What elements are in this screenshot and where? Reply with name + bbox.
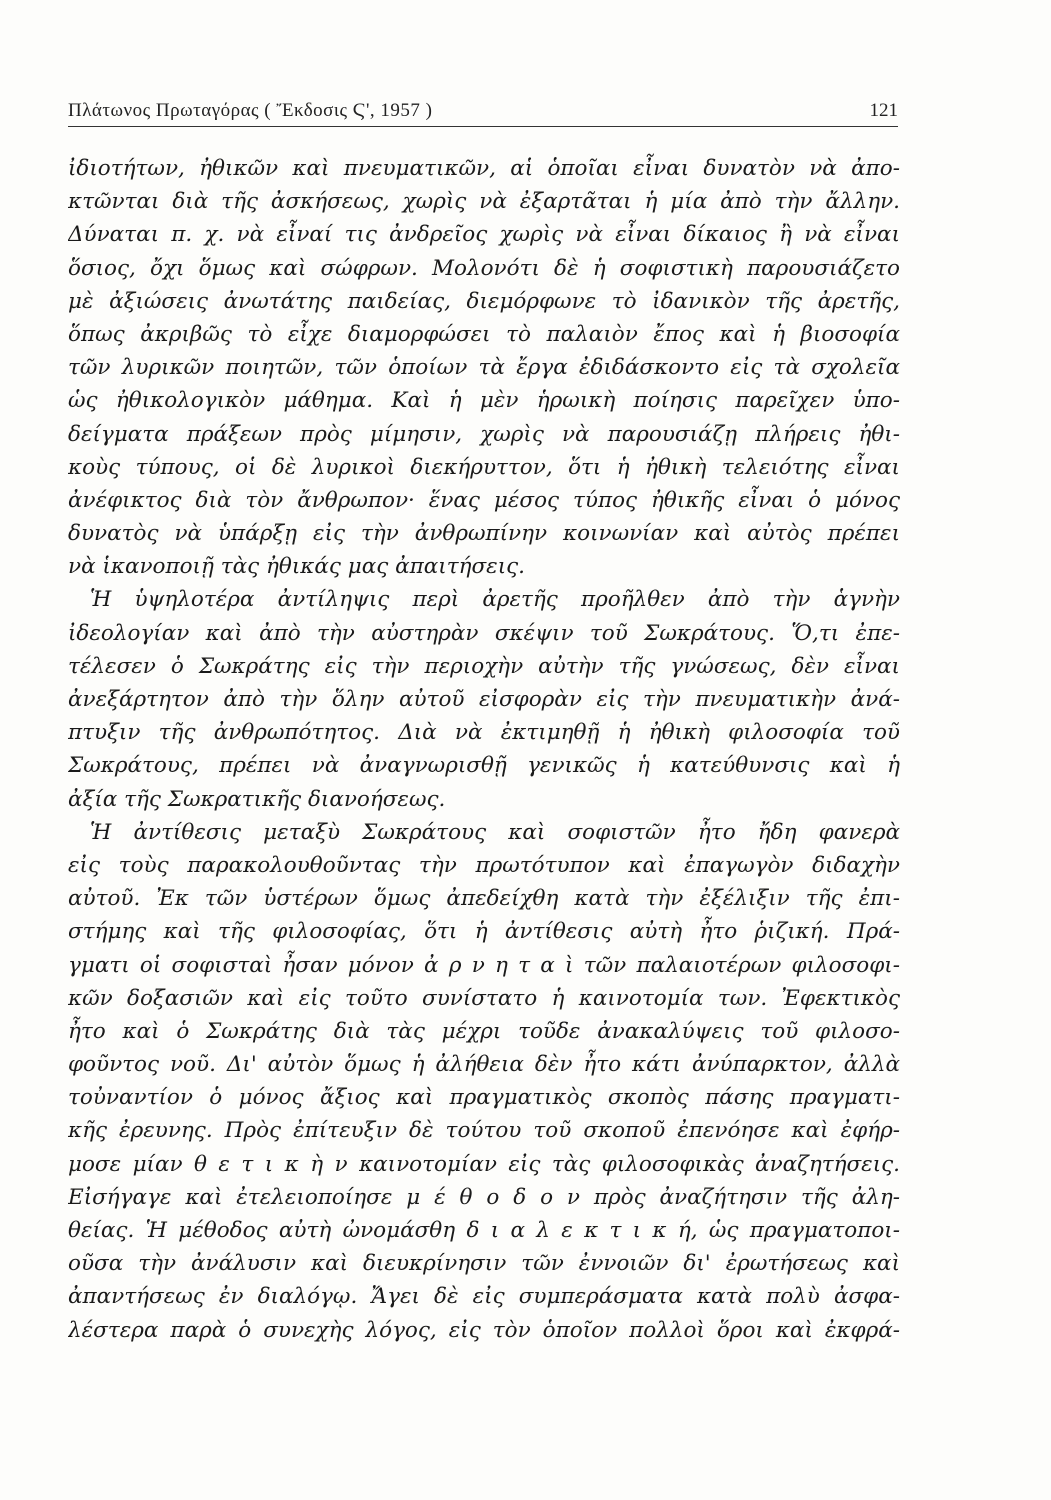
text-line: ἀνέφικτος διὰ τὸν ἄνθρωπον· ἕνας μέσος τύπος ἠθικῆς εἶναι ὁ μόνος	[68, 487, 900, 513]
text-line: δείγματα πράξεων πρὸς μίμησιν, χωρὶς νὰ παρουσιάζῃ πλήρεις ἠθι-	[68, 421, 900, 447]
page-number: 121	[869, 100, 898, 121]
running-header	[68, 100, 898, 127]
text-line: ἀπαντήσεως ἐν διαλόγῳ. Ἄγει δὲ εἰς συμπεράσματα κατὰ πολὺ ἀσφα-	[68, 1284, 900, 1310]
text-line: νὰ ἱκανοποιῇ τὰς ἠθικάς μας ἀπαιτήσεις.	[68, 554, 526, 580]
text-line: τέλεσεν ὁ Σωκράτης εἰς τὴν περιοχὴν αὐτὴν τῆς γνώσεως, δὲν εἶναι	[68, 653, 900, 679]
running-header-title: Πλάτωνος Πρωταγόρας ( Ἔκδοσις Ϛ', 1957 )	[68, 100, 433, 121]
text-line: οῦσα τὴν ἀνάλυσιν καὶ διευκρίνησιν τῶν ἐννοιῶν δι' ἐρωτήσεως καὶ	[68, 1251, 900, 1277]
text-line: ἦτο καὶ ὁ Σωκράτης διὰ τὰς μέχρι τοῦδε ἀνακαλύψεις τοῦ φιλοσο-	[68, 1018, 900, 1044]
text-line: μοσε μίαν θ ε τ ι κ ὴ ν καινοτομίαν εἰς τὰς φιλοσοφικὰς ἀναζητήσεις.	[68, 1151, 900, 1177]
text-line: δυνατὸς νὰ ὑπάρξῃ εἰς τὴν ἀνθρωπίνην κοινωνίαν καὶ αὐτὸς πρέπει	[68, 521, 900, 547]
text-line: ἰδεολογίαν καὶ ἀπὸ τὴν αὐστηρὰν σκέψιν τοῦ Σωκράτους. Ὅ,τι ἐπε-	[68, 620, 900, 646]
text-line: ἰδιοτήτων, ἠθικῶν καὶ πνευματικῶν, αἱ ὁποῖαι εἶναι δυνατὸν νὰ ἀπο-	[68, 156, 900, 181]
text-line: κοὺς τύπους, οἱ δὲ λυρικοὶ διεκήρυττον, ὅτι ἡ ἠθικὴ τελειότης εἶναι	[68, 454, 900, 480]
text-line: φοῦντος νοῦ. Δι' αὐτὸν ὅμως ἡ ἀλήθεια δὲν ἦτο κάτι ἀνύπαρκτον, ἀλλὰ	[68, 1052, 900, 1078]
text-line: ἀξία τῆς Σωκρατικῆς διανοήσεως.	[68, 786, 446, 812]
text-line: στήμης καὶ τῆς φιλοσοφίας, ὅτι ἡ ἀντίθεσις αὐτὴ ἦτο ῥιζική. Πρά-	[68, 919, 900, 945]
text-line: Εἰσήγαγε καὶ ἐτελειοποίησε μ έ θ ο δ ο ν πρὸς ἀναζήτησιν τῆς ἀλη-	[68, 1184, 900, 1210]
body-text	[68, 152, 900, 1347]
text-line: αὐτοῦ. Ἐκ τῶν ὑστέρων ὅμως ἀπεδείχθη κατὰ τὴν ἐξέλιξιν τῆς ἐπι-	[68, 886, 900, 912]
text-line: πτυξιν τῆς ἀνθρωπότητος. Διὰ νὰ ἐκτιμηθῇ ἡ ἠθικὴ φιλοσοφία τοῦ	[68, 720, 900, 746]
text-line: μὲ ἀξιώσεις ἀνωτάτης παιδείας, διεμόρφωνε τὸ ἰδανικὸν τῆς ἀρετῆς,	[68, 288, 900, 314]
text-line: κτῶνται διὰ τῆς ἀσκήσεως, χωρὶς νὰ ἐξαρτᾶται ἡ μία ἀπὸ τὴν ἄλλην.	[68, 189, 900, 215]
text-line: κῆς ἐρευνης. Πρὸς ἐπίτευξιν δὲ τούτου τοῦ σκοποῦ ἐπενόησε καὶ ἐφήρ-	[68, 1118, 900, 1144]
text-line: Ἡ ἀντίθεσις μεταξὺ Σωκράτους καὶ σοφιστῶν ἦτο ἤδη φανερὰ	[90, 819, 900, 845]
text-line: ὡς ἠθικολογικὸν μάθημα. Καὶ ἡ μὲν ἡρωικὴ ποίησις παρεῖχεν ὑπο-	[68, 388, 900, 414]
text-line: γματι οἱ σοφισταὶ ἦσαν μόνον ἀ ρ ν η τ α ὶ τῶν παλαιοτέρων φιλοσοφι-	[68, 952, 900, 978]
text-line: Σωκράτους, πρέπει νὰ ἀναγνωρισθῇ γενικῶς ἡ κατεύθυνσις καὶ ἡ	[68, 753, 900, 779]
text-line: ἀνεξάρτητον ἀπὸ τὴν ὅλην αὐτοῦ εἰσφορὰν εἰς τὴν πνευματικὴν ἀνά-	[68, 687, 900, 712]
text-line: τοὐναντίον ὁ μόνος ἄξιος καὶ πραγματικὸς σκοπὸς πάσης πραγματι-	[68, 1085, 900, 1111]
text-line: ὅσιος, ὄχι ὅμως καὶ σώφρων. Μολονότι δὲ ἡ σοφιστικὴ παρουσιάζετο	[68, 255, 900, 281]
text-line: Ἡ ὑψηλοτέρα ἀντίληψις περὶ ἀρετῆς προῆλθεν ἀπὸ τὴν ἁγνὴν	[90, 587, 900, 613]
text-line: Δύναται π. χ. νὰ εἶναί τις ἀνδρεῖος χωρὶς νὰ εἶναι δίκαιος ἢ νὰ εἶναι	[68, 222, 900, 248]
text-line: κῶν δοξασιῶν καὶ εἰς τοῦτο συνίστατο ἡ καινοτομία των. Ἐφεκτικὸς	[68, 985, 900, 1011]
text-line: θείας. Ἡ μέθοδος αὐτὴ ὠνομάσθη δ ι α λ ε κ τ ι κ ή, ὡς πραγματοποι-	[68, 1218, 900, 1243]
text-line: εἰς τοὺς παρακολουθοῦντας τὴν πρωτότυπον καὶ ἐπαγωγὸν διδαχὴν	[68, 852, 900, 878]
text-line: λέστερα παρὰ ὁ συνεχὴς λόγος, εἰς τὸν ὁποῖον πολλοὶ ὅροι καὶ ἐκφρά-	[68, 1317, 900, 1343]
text-line: τῶν λυρικῶν ποιητῶν, τῶν ὁποίων τὰ ἔργα ἐδιδάσκοντο εἰς τὰ σχολεῖα	[68, 355, 900, 381]
text-line: ὅπως ἀκριβῶς τὸ εἶχε διαμορφώσει τὸ παλαιὸν ἔπος καὶ ἡ βιοσοφία	[68, 321, 900, 347]
